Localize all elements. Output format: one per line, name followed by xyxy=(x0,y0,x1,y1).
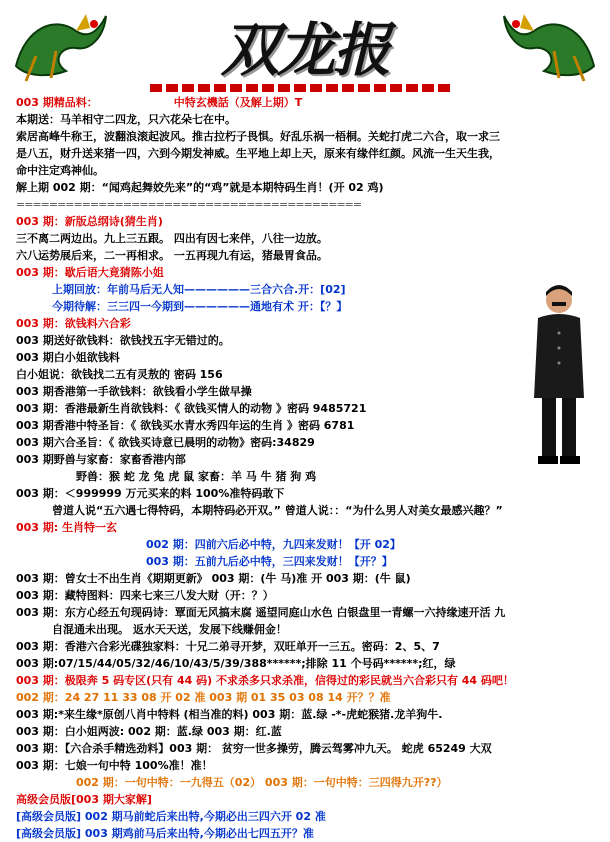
section-heading: 003 期：新版总纲诗(猜生肖) xyxy=(16,215,163,228)
text-line: 003 期：【六合杀手精选劲料】003 期： 贫穷一世多操劳，腾云驾雾冲九天。 蛇虎 65249 大双 xyxy=(16,742,492,755)
text-line: 解上期 002 期：“闻鸡起舞姣先来”的“鸡”就是本期特码生肖！(开 02 鸡) xyxy=(16,181,384,194)
text-line: [高级会员版] 003 期鸡前马后来出特,今期必出七四五开？准 xyxy=(16,827,314,840)
title-underline xyxy=(150,84,450,92)
text-line: 002 期：24 27 11 33 08 开 02 准 003 期 01 35 03 08 14 开？？准 xyxy=(16,691,391,704)
section-heading: 003 期：歇后语大竟猜陈小姐 xyxy=(16,266,164,279)
text-line: 野兽：猴 蛇 龙 兔 虎 鼠 家畜：羊 马 牛 猪 狗 鸡 xyxy=(76,470,317,483)
text-line: 上期回放：年前马后无人知——————三合六合.开：[02] xyxy=(52,283,346,296)
text-line: 003 期香港第一手欲钱料：欲钱看小学生做早操 xyxy=(16,385,252,398)
text-line: 曾道人说“五六遇七得特码，本期特码必开双。” 曾道人说：：“为什么男人对美女最感兴趣？” xyxy=(52,504,503,517)
dragon-icon xyxy=(6,6,116,86)
text-line: 003 期白小姐欲钱料 xyxy=(16,351,120,364)
text-line: 003 期：香港六合彩光碟独家料：十兄二弟寻开梦，双旺单开一三五。密码：2、5、7 xyxy=(16,640,440,653)
text-line: 三不离二两边出。九上三五跟。 四出有因七来伴，八往一边放。 xyxy=(16,232,328,245)
text-line: 003 期：藏特图料：四来七来三八发大财（开：？） xyxy=(16,589,274,602)
text-line: 003 期：东方心经五句现码诗：覃面无风搞末腐 遥望同庭山水色 白银盘里一青螺一六持缘速开活 九 xyxy=(16,606,506,619)
article-body xyxy=(16,94,596,842)
text-line: 索居高峰牛称王，波翻浪滚起波风。推古拉朽子畏惧。好乱乐祸一梧桐。关蛇打虎二六合，取一求三 xyxy=(16,130,500,143)
text-line: 002 期：四前六后必中特，九四来发财！【开 02】 xyxy=(146,538,401,551)
text-line: 003 期香港中特圣旨：《 欲钱买水青水秀四年运的生肖 》密码 6781 xyxy=(16,419,355,432)
text-line: 003 期：白小姐两波: 002 期：蓝.绿 003 期：红.蓝 xyxy=(16,725,282,738)
text-line: 003 期六合圣旨：《 欲钱买诗意已晨明的动物》密码:34829 xyxy=(16,436,315,449)
text-line: 003 期：五前九后必中特，三四来发财！【开？】 xyxy=(146,555,393,568)
text-line: 003 期：香港最新生肖欲钱料：《 欲钱买情人的动物 》密码 9485721 xyxy=(16,402,367,415)
text-line: 003 期：七娘一句中特 100%准！准！ xyxy=(16,759,213,772)
text-line: 是八五，财升送来猪一四，六到今期发神威。生平地上却上天，原来有缘伴红颜。风流一生天生我， xyxy=(16,147,500,160)
section-heading: 高级会员版[003 期大家解] xyxy=(16,793,152,806)
page-title: 双龙报 xyxy=(220,16,389,84)
divider: ========================================== xyxy=(16,198,362,211)
text-line: 今期待解：三三四一今期到——————通地有术 开：【？】 xyxy=(52,300,348,313)
text-line: 003 期:*来生缘*原创八肖中特料 (相当准的料) 003 期：蓝.绿 -*-虎蛇猴猪.龙羊狗牛. xyxy=(16,708,443,721)
section-heading: 003 期: 生肖特一玄 xyxy=(16,521,118,534)
section-heading: 003 期：欲钱料六合彩 xyxy=(16,317,131,330)
text-line: 003 期：曾女士不出生肖《期期更新》 003 期：(牛 马)准 开 003 期：(牛 鼠) xyxy=(16,572,411,585)
text-line: 003 期:07/15/44/05/32/46/10/43/5/39/388******;排除 11 个号码******;红，绿 xyxy=(16,657,456,670)
text-line: 本期送：马羊相守二四龙，只六花朵七在中。 xyxy=(16,113,236,126)
section-heading: 003 期精品料： 中特玄機話（及解上期）T xyxy=(16,96,303,109)
text-line: 003 期野兽与家畜：家畜香港内部 xyxy=(16,453,186,466)
text-line: 003 期送好欲钱料：欲钱找五字无错过的。 xyxy=(16,334,230,347)
text-line: [高级会员版] 002 期马前蛇后来出特,今期必出三四六开 02 准 xyxy=(16,810,326,823)
dragon-icon xyxy=(494,6,604,86)
header-banner xyxy=(0,0,610,100)
text-line: 命中注定鸡神仙。 xyxy=(16,164,104,177)
text-line: 自混通未出现。 返水天天送，发展下线赚佣金！ xyxy=(52,623,287,636)
section-heading: 003 期：极限奔 5 码专区(只有 44 码) 不求杀多只求杀准，信得过的彩民就当六合彩只有 44 码吧！ xyxy=(16,674,514,687)
text-line: 002 期：一句中特：一九得五（02） 003 期：一句中特：三四得九开??） xyxy=(76,776,448,789)
text-line: 003 期：＜999999 万元买来的料 100%准特码敢下 xyxy=(16,487,285,500)
text-line: 白小姐说：欲钱找二五有灵敖的 密码 156 xyxy=(16,368,223,381)
text-line: 六八运势展后来，二一再相求。 一五再现九有运，猪最胃食品。 xyxy=(16,249,328,262)
